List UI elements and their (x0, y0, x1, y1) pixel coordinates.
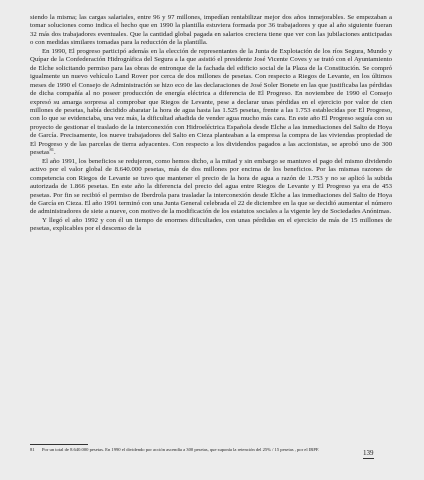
paragraph-1 (30, 14, 392, 48)
footnote-divider (30, 444, 88, 445)
paragraph-2: En 1990, El progreso participó además en la elección de representantes de la Junta de Explotación de los ríos Segura, Mundo y Quípar de la Confederación Hidrográfica del Segura a la que asistió el presidente José Vicente Coves y se trató con el Ayuntamiento de Elche solicitando permiso para las obras de entronque de la fachada del edificio social de la Plaza de la Constitución. Se compró igualmente un nuevo vehículo Land Rover por cerca de dos millones de pesetas. Con respecto a Riegos de Levante, en los últimos meses de 1990 el Consejo de Administración se hizo eco de las declaraciones de José Soler Bonete en las que justificaba las pérdidas de dicha compañía al no poseer producción de energía eléctrica a diferencia de El Progreso. En noviembre de 1990 el Consejo expresó su amarga sorpresa al comprobar que Riegos de Levante, pese a declarar unas pérdidas en el ejercicio por valor de cien millones de pesetas, había decidido abaratar la hora de agua hasta las 1.525 pesetas, frente a las 1.753 establecidas por El Progreso, con lo que se evidenciaba, una vez más, la dificultad añadida de vender agua mucho más cara. En este año El Progreso seguía con su proyecto de gestionar el traslado de la interconexión con Hidroeléctrica Española desde Elche a las inmediaciones del Salto de Hoya de García. Precisamente, los nueve trabajadores del Salto en Cieza planteaban a la empresa la compra de las viviendas propiedad de El Progreso y de las parcelas de tierra adyacentes. Con respecto a los dividendos pagados a las accionistas, se aprobó uno de 300 pesetas$^{81}$. (30, 47, 392, 157)
paragraph-4 (30, 217, 392, 234)
footnote (30, 447, 342, 453)
paragraph-1-text: siendo la misma; las cargas salariales, entre 96 y 97 millones, impedían rentabilizar mejor dos años inmejorables. Se empezaban a tomar soluciones como indica el hecho que en 1990 la plantilla estuviera formada por 36 trabajadores y que al año siguiente fueran 32 más dos trabajadores eventuales. Que la cantidad global pagada en salarios creciera tiene que ver con las jubilaciones anticipadas o con medidas similares tomadas para la reducción de la plantilla. (30, 14, 392, 47)
paragraph-2-text: En 1990, El progreso participó además en la elección de representantes de la Junta de Explotación de los ríos Segura, Mundo y Quípar de la Confederación Hidrográfica del Segura a la que asistió el presidente José Vicente Coves y se trató con el Ayuntamiento de Elche solicitando permiso para las obras de entronque de la fachada del edificio social de la Plaza de la Constitución. Se compró igualmente un nuevo vehículo Land Rover por cerca de dos millones de pesetas. Con respecto a Riegos de Levante, en los últimos meses de 1990 el Consejo de Administración se hizo eco de las declaraciones de José Soler Bonete en las que justificaba las pérdidas de dicha compañía al no poseer producción de energía eléctrica a diferencia de El Progreso. En noviembre de 1990 el Consejo expresó su amarga sorpresa al comprobar que Riegos de Levante, pese a declarar unas pérdidas en el ejercicio por valor de cien millones de pesetas, había decidido abaratar la hora de agua hasta las 1.525 pesetas, frente a las 1.753 establecidas por El Progreso, con lo que se evidenciaba, una vez más, la dificultad añadida de vender agua mucho más cara. En este año El Progreso seguía con su proyecto de gestionar el traslado de la interconexión con Hidroeléctrica Española desde Elche a las inmediaciones del Salto de Hoya de García. Precisamente, los nueve trabajadores del Salto en Cieza planteaban a la empresa la compra de las viviendas propiedad de El Progreso y de las parcelas de tierra adyacentes. Con respecto a los dividendos pagados a las accionistas, se aprobó uno de 300 pesetas (30, 47, 392, 157)
paragraph-3 (30, 158, 392, 217)
page-number: 139 (363, 449, 374, 457)
footnote-number: 81 (30, 447, 35, 452)
footnote-reference[interactable]: 81 (49, 147, 54, 152)
footnote-text: Por un total de 8.640.000 pesetas. En 1990 el dividendo por acción ascendía a 300 pesetas, que suponía la retención del 25% / 15 pesetas , por el IRPF. (42, 447, 320, 452)
paragraph-3-text: El año 1991, los beneficios se redujeron, como hemos dicho, a la mitad y sin embargo se mantuvo el pago del mismo dividendo activo por el valor global de 8.640.000 pesetas, más de dos millones por encima de los beneficios. Por las mismas razones de competencia con Riegos de Levante se tuvo que mantener el precio de la hora de agua a razón de 1.753 y no se aplicó la subida autorizada de 1.866 pesetas. En este año la diferencia del precio del agua entre Riegos de Levante y El Progreso ya era de 453 pesetas. Por fin se recibió el permiso de Iberdrola para trasladar la interconexión desde Elche a las inmediaciones del Salto de Hoya de García en Cieza. El año 1991 terminó con una Junta General celebrada el 22 de diciembre en la que se decidió aumentar el número de administradores de siete a nueve, con motivo de la modificación de los estatutos sociales a la vigente ley de Sociedades Anónimas. (30, 157, 392, 216)
paragraph-4-text: Y llegó el año 1992 y con él un tiempo de enormes dificultades, con unas pérdidas en el ejercicio de más de 15 millones de pesetas, explicables por el descenso de la (30, 216, 392, 233)
body-text (30, 14, 392, 234)
